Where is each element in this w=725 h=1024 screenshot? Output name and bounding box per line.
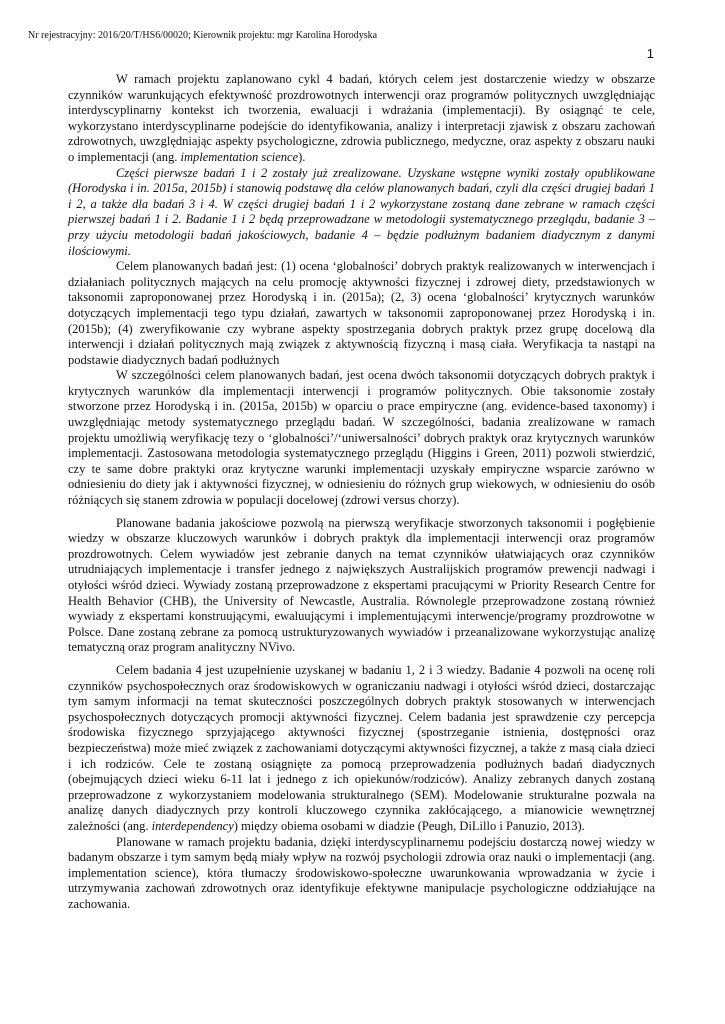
paragraph-research-goals: Celem planowanych badań jest: (1) ocena ‘globalności’ dobrych praktyk realizowanych w interwencjach i działaniach politycznych mających na celu promocję aktywności fizycznej i zdrowej diety, przedstawionych w taksonomii zaproponowanej przez Horodyską i in. (2015a); (2, 3) ocena ‘globalności’ krytycznych warunków dotyczących implementacji tego typu działań, zawartych w taksonomii zaproponowanej przez Horodyską i in. (2015b); (4) zweryfikowanie czy wybrane aspekty spostrzegania dobrych praktyk przez grupę docelową dla interwencji i działań politycznych mają związek z aktywnością fizyczną i masą ciała. Weryfikacja ta nastąpi na podstawie diadycznych badań podłużnych bbox=[68, 259, 655, 367]
paragraph-taxonomy-evaluation: W szczególności celem planowanych badań, jest ocena dwóch taksonomii dotyczących dobrych praktyk i krytycznych warunków dla implementacji interwencji i programów politycznych. Obie taksonomie zostały stworzone przez Horodyską i in. (2015a, 2015b) w oparciu o prace empiryczne (ang. evidence-based taxonomy) i uwzględniając metody systematycznego przeglądu badań. W szczególności, badania zrealizowane w ramach projektu umożliwią weryfikację tezy o ‘globalności’/‘uniwersalności’ dobrych praktyk oraz krytycznych warunków implementacji. Zastosowana metodologia systematycznego przeglądu (Higgins i Green, 2011) pozwoli stwierdzić, czy te same dobre praktyki oraz krytyczne warunki implementacji uzyskały empiryczne wsparcie zarówno w odniesieniu do diety jak i aktywności fizycznej, w odniesieniu do różnych grup wiekowych, w odniesieniu do osób różniących się stanem zdrowia w populacji docelowej (zdrowi versus chorzy). bbox=[68, 368, 655, 508]
paragraph-conclusion: Planowane w ramach projektu badania, dzięki interdyscyplinarnemu podejściu dostarczą nowej wiedzy w badanym obszarze i tym samym będą miały wpływ na rozwój psychologii zdrowia oraz nauki o implementacji (ang. implementation science), która tłumaczy środowiskowo-społeczne uwarunkowania wprowadzania w życie i utrzymywania zachowań zdrowotnych oraz identyfikuje efektywne manipulacje psychologiczne oddziałujące na zachowania. bbox=[68, 834, 655, 911]
paragraph-qualitative-study: Planowane badania jakościowe pozwolą na pierwszą weryfikacje stworzonych taksonomii i pogłębienie wiedzy w obszarze kluczowych warunków i dobrych praktyk dla implementacji interwencji oraz programów prozdrowotnych. Celem wywiadów jest zebranie danych na temat czynników ułatwiających oraz czynników utrudniających implementacje i transfer jednego z największych Australijskich programów prewencji nadwagi i otyłości wśród dzieci. Wywiady zostaną przeprowadzone z ekspertami pracującymi w Priority Research Centre for Health Behavior (CHB), the University of Newcastle, Australia. Równolegle przeprowadzone zostaną również wywiady z ekspertami konstruującymi, ewaluującymi i implementującymi interwencje/programy prozdrowotne w Polsce. Dane zostaną zebrane za pomocą ustrukturyzowanych wywiadów i przeanalizowane wykorzystując analizę tematyczną oraz program analityczny NVivo. bbox=[68, 515, 655, 655]
registration-header: Nr rejestracyjny: 2016/20/T/HS6/00020; Kierownik projektu: mgr Karolina Horodyska bbox=[28, 30, 378, 41]
page-number: 1 bbox=[646, 46, 654, 61]
paragraph-completed-parts: Części pierwsze badań 1 i 2 zostały już zrealizowane. Uzyskane wstępne wyniki zostały opublikowane (Horodyska i in. 2015a, 2015b) i stanowią podstawę dla celów planowanych badań, czyli dla części drugiej badań 1 i 2, a także dla badań 3 i 4. W części drugiej badań 1 i 2 wykorzystane zostaną dane zebrane w ramach części pierwszej badań 1 i 2. Badanie 1 i 2 będą przeprowadzane w metodologii systematycznego przeglądu, badanie 3 – przy użyciu metodologii badań jakościowych, badanie 4 – będzie podłużnym badaniem diadycznym z danymi ilościowymi. bbox=[68, 165, 655, 258]
paragraph-project-overview: W ramach projektu zaplanowano cykl 4 badań, których celem jest dostarczenie wiedzy w obszarze czynników warunkujących efektywność prozdrowotnych interwencji oraz programów politycznych uwzględniając interdyscyplinarny kontekst ich tworzenia, ewaluacji i wdrażania (implementacji). By osiągnąć te cele, wykorzystano interdyscyplinarne podejście do identyfikowania, analizy i interpretacji zjawisk z obszaru zachowań zdrowotnych, uwzględniając aspekty psychologiczne, zdrowia publicznego, medyczne, oraz aspekty z obszaru nauki o implementacji (ang. implementation science). bbox=[68, 72, 655, 164]
document-body bbox=[68, 72, 655, 912]
paragraph-study-4: Celem badania 4 jest uzupełnienie uzyskanej w badaniu 1, 2 i 3 wiedzy. Badanie 4 pozwoli na ocenę roli czynników psychospołecznych oraz środowiskowych w ograniczaniu nadwagi i otyłości wśród dzieci, dostarczając tym samym informacji na temat skuteczności poszczególnych dobrych praktyk stosowanych w interwencjach psychospołecznych dotyczących promocji aktywności fizycznej. Celem badania jest sprawdzenie czy percepcja środowiska fizycznego sprzyjającego aktywności fizycznej (spostrzeganie istnienia, dostępności oraz bezpieczeństwa) może mieć związek z zachowaniami dotyczącymi aktywności fizycznej, a także z masą ciała dzieci i ich rodziców. Cele te zostaną osiągnięte za pomocą przeprowadzenia podłużnych badań diadycznych (obejmujących dzieci wieku 6-11 lat i jednego z ich opiekunów/rodziców). Analizy zebranych danych zostaną przeprowadzone z wykorzystaniem modelowania strukturalnego (SEM). Modelowanie strukturalne pozwala na analizę danych diadycznych przy kontroli kluczowego czynnika zakłócającego, a mianowicie wewnętrznej zależności (ang. interdependency) między obiema osobami w diadzie (Peugh, DiLillo i Panuzio, 2013). bbox=[68, 662, 655, 833]
